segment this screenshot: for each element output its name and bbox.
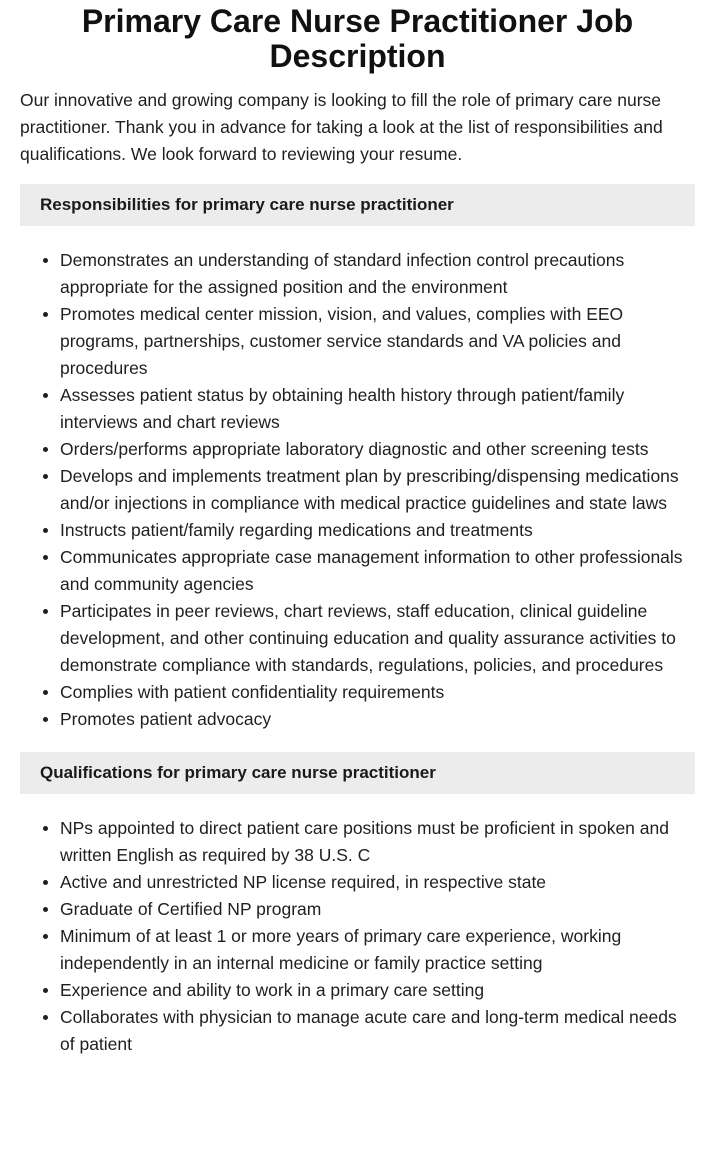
- responsibilities-heading: Responsibilities for primary care nurse practitioner: [20, 184, 695, 226]
- qualifications-list: [20, 815, 695, 1058]
- responsibilities-list: [20, 247, 695, 733]
- list-item: Assesses patient status by obtaining health history through patient/family interviews and chart reviews: [60, 382, 695, 436]
- list-item: Collaborates with physician to manage acute care and long-term medical needs of patient: [60, 1004, 695, 1058]
- list-item: Promotes patient advocacy: [60, 706, 695, 733]
- list-item: Demonstrates an understanding of standard infection control precautions appropriate for the assigned position and the environment: [60, 247, 695, 301]
- list-item: Active and unrestricted NP license required, in respective state: [60, 869, 695, 896]
- list-item: Develops and implements treatment plan by prescribing/dispensing medications and/or injections in compliance with medical practice guidelines and state laws: [60, 463, 695, 517]
- list-item: NPs appointed to direct patient care positions must be proficient in spoken and written English as required by 38 U.S. C: [60, 815, 695, 869]
- list-item: Graduate of Certified NP program: [60, 896, 695, 923]
- list-item: Complies with patient confidentiality requirements: [60, 679, 695, 706]
- page-title: Primary Care Nurse Practitioner Job Description: [81, 3, 634, 74]
- list-item: Communicates appropriate case management information to other professionals and community agencies: [60, 544, 695, 598]
- list-item: Promotes medical center mission, vision, and values, complies with EEO programs, partnerships, customer service standards and VA policies and procedures: [60, 301, 695, 382]
- list-item: Experience and ability to work in a primary care setting: [60, 977, 695, 1004]
- list-item: Participates in peer reviews, chart reviews, staff education, clinical guideline development, and other continuing education and quality assurance activities to demonstrate compliance with standards, regulations, policies, and procedures: [60, 598, 695, 679]
- qualifications-heading: Qualifications for primary care nurse practitioner: [20, 752, 695, 794]
- list-item: Instructs patient/family regarding medications and treatments: [60, 517, 695, 544]
- job-description-page: [0, 4, 720, 1150]
- list-item: Orders/performs appropriate laboratory diagnostic and other screening tests: [60, 436, 695, 463]
- intro-paragraph: Our innovative and growing company is looking to fill the role of primary care nurse practitioner. Thank you in advance for taking a look at the list of responsibilities and qualifications. We look forward to reviewing your resume.: [20, 90, 663, 164]
- list-item: Minimum of at least 1 or more years of primary care experience, working independently in an internal medicine or family practice setting: [60, 923, 695, 977]
